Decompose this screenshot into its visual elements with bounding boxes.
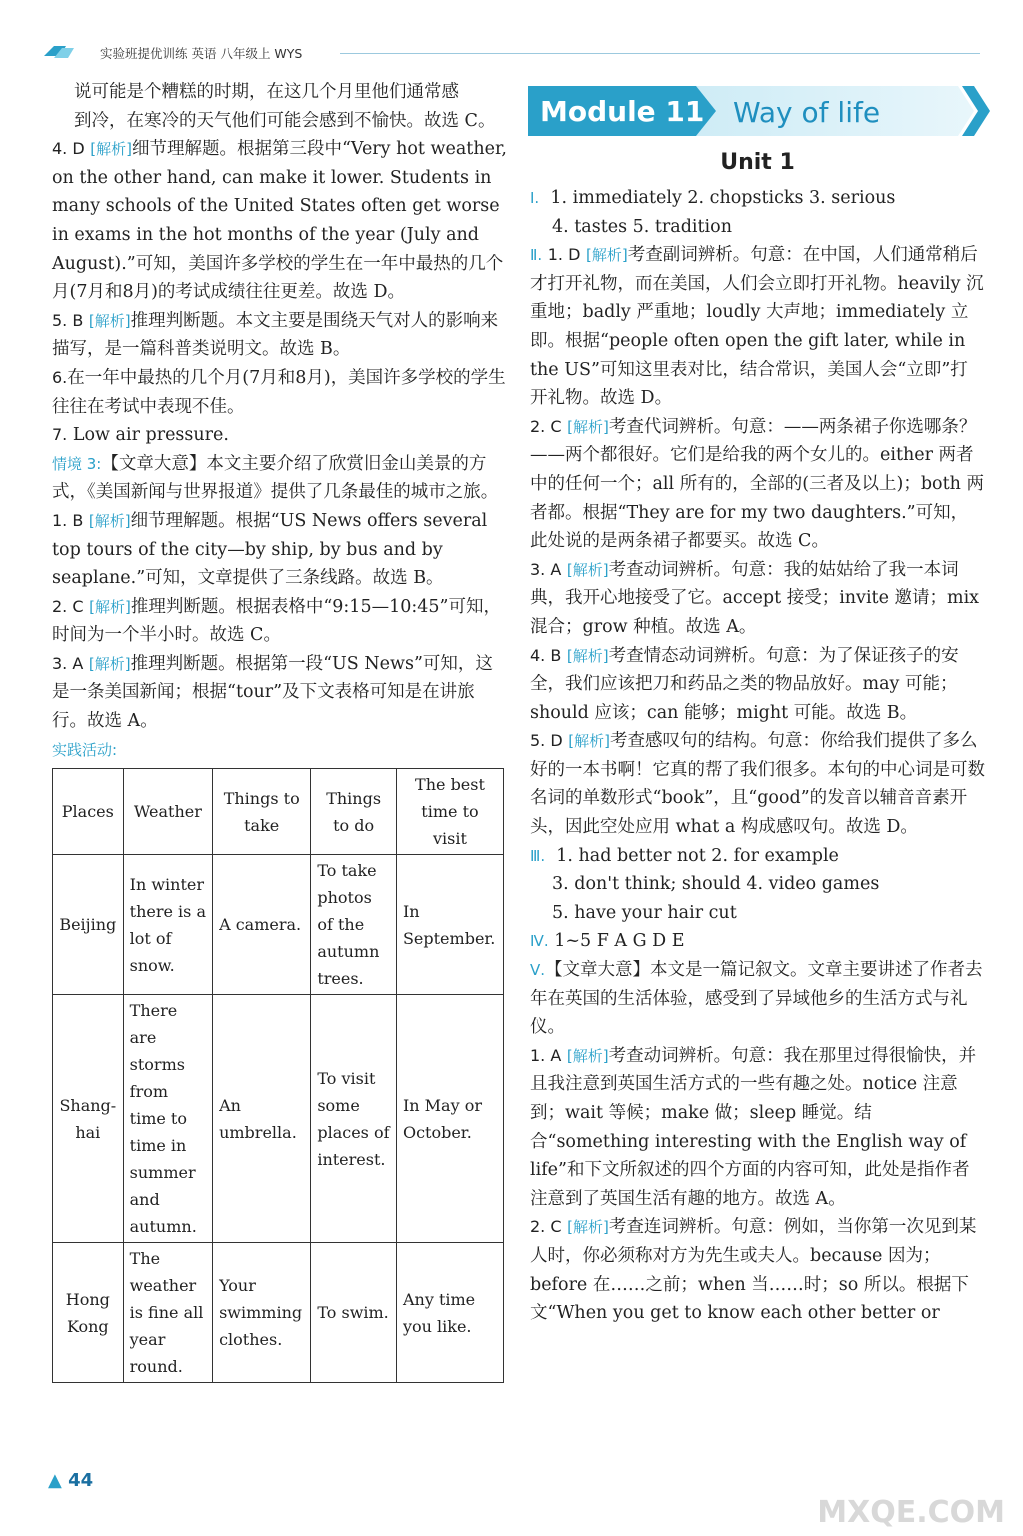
table-cell: There are storms from time to time in summer and autumn.	[123, 995, 212, 1243]
table-header-row	[53, 769, 504, 855]
table-cell: In September.	[396, 855, 503, 995]
table-cell: To take photos of the autumn trees.	[311, 855, 397, 995]
answer-item: 3. A [解析]考查动词辨析。句意：我的姑姑给了我一本词典，我开心地接受了它。accept 接受；invite 邀请；mix 混合；grow 种植。故选 A。	[530, 559, 980, 637]
answer-item: 5. D [解析]考查感叹句的结构。句意：你给我们提供了多么好的一本书啊！它真的帮了我们很多。本句的中心词是可数名词的单数形式“book”，且“good”的发音以辅音音素开头，因此空处应用 what a 构成感叹句。故选 D。	[530, 731, 985, 838]
watermark: MXQE.COM	[817, 1495, 1005, 1530]
table-cell: A camera.	[213, 855, 311, 995]
table-cell: Your swimming clothes.	[213, 1243, 311, 1383]
table-row	[53, 855, 504, 995]
practice-table	[52, 768, 504, 1383]
answer-item: 1. B [解析]细节理解题。根据“US News offers several top tours of the city—by ship, by bus and by seaplane.”可知，文章提供了三条线路。故选 B。	[52, 510, 488, 589]
table-cell: Any time you like.	[396, 1243, 503, 1383]
text-line: 到冷，在寒冷的天气他们可能会感到不愉快。故选 C。	[74, 110, 496, 131]
text-line: 说可能是个糟糕的时期，在这几个月里他们通常感	[74, 82, 459, 102]
answer-item: 1. A [解析]考查动词辨析。句意：我在那里过得很愉快，并且我注意到英国生活方式的一些有趣之处。notice 注意到；wait 等候；make 做；sleep 睡觉。结合“something interesting with the English way of life”和下文所叙述的四个方面的内容可知，此处是指作者注意到了英国生活有趣的地方。故选 A。	[530, 1045, 977, 1209]
scenario-intro: 情境 3:【文章大意】本文主要介绍了欣赏旧金山美景的方式，《美国新闻与世界报道》提供了几条最佳的城市之旅。	[52, 453, 499, 503]
answer-item: 2. C [解析]推理判断题。根据表格中“9:15—10:45”可知，时间为一个半小时。故选 C。	[52, 596, 501, 646]
answer-item: 7. Low air pressure.	[52, 425, 229, 446]
section-I-line2: 4. tastes 5. tradition	[552, 216, 732, 237]
section-III-line3: 5. have your hair cut	[552, 902, 737, 923]
section-III-line2: 3. don't think; should 4. video games	[552, 874, 880, 895]
table-header: Places	[53, 769, 124, 855]
table-row	[53, 995, 504, 1243]
right-column	[530, 184, 985, 1328]
section-III: Ⅲ. 1. had better not 2. for example	[530, 845, 839, 866]
answer-item: Ⅱ. 1. D [解析]考查副词辨析。句意：在中国，人们通常稍后才打开礼物，而在美国，人们会立即打开礼物。heavily 沉重地；badly 严重地；loudly 大声地；immediately 立即。根据“people often open the gift later, while in the US”可知这里表对比，结合常识，美国人会“立即”打开礼物。故选 D。	[530, 245, 984, 409]
table-row	[53, 1243, 504, 1383]
page-header	[40, 40, 980, 66]
table-header: The best time to visit	[396, 769, 503, 855]
header-title: 实验班提优训练 英语 八年级上 WYS	[100, 46, 303, 61]
answer-item: 4. B [解析]考查情态动词辨析。句意：为了保证孩子的安全，我们应该把刀和药品之类的物品放好。may 可能；should 应该；can 能够；might 可能。故选 B。	[530, 645, 959, 723]
table-cell: Hong Kong	[53, 1243, 124, 1383]
table-cell: The weather is fine all year round.	[123, 1243, 212, 1383]
left-column	[52, 78, 507, 1383]
module-topic: Way of life	[733, 96, 881, 129]
answer-item: 2. C [解析]考查连词辨析。句意：例如，当你第一次见到某人时，你必须称对方为先生或夫人。because 因为；before 在……之前；when 当……时；so 所以。根据下文“When you get to know each other better or	[530, 1217, 977, 1324]
section-I: Ⅰ. 1. immediately 2. chopsticks 3. serious	[530, 188, 896, 208]
table-cell: In May or October.	[396, 995, 503, 1243]
answer-item: 5. B [解析]推理判断题。本文主要是围绕天气对人的影响来描写，是一篇科普类说明文。故选 B。	[52, 310, 499, 360]
table-cell: An umbrella.	[213, 995, 311, 1243]
answer-item: 2. C [解析]考查代词辨析。句意：——两条裙子你选哪条？——两个都很好。它们是给我的两个女儿的。either 两者中的任何一个；all 所有的，全部的(三者及以上)；both 两者都。根据“They are for my two daughters.”可知，此处说的是两条裙子都要买。故选 C。	[530, 416, 984, 552]
section-V-intro: Ⅴ.【文章大意】本文是一篇记叙文。文章主要讲述了作者去年在英国的生活体验，感受到了异域他乡的生活方式与礼仪。	[530, 960, 983, 1038]
book-logo-icon	[40, 42, 80, 62]
answer-item: 3. A [解析]推理判断题。根据第一段“US News”可知，这是一条美国新闻；根据“tour”及下文表格可知是在讲旅行。故选 A。	[52, 653, 493, 732]
table-cell: Shang-hai	[53, 995, 124, 1243]
section-IV: Ⅳ. 1~5 F A G D E	[530, 931, 685, 952]
unit-title: Unit 1	[720, 150, 795, 175]
table-cell: Beijing	[53, 855, 124, 995]
table-header: Weather	[123, 769, 212, 855]
table-cell: To visit some places of interest.	[311, 995, 397, 1243]
header-rule	[340, 53, 980, 54]
table-cell: To swim.	[311, 1243, 397, 1383]
page-number: ▲ 44	[48, 1470, 94, 1491]
module-label: Module 11	[540, 95, 705, 128]
table-header: Things to do	[311, 769, 397, 855]
answer-item: 6.在一年中最热的几个月(7月和8月)，美国许多学校的学生往往在考试中表现不佳。	[52, 367, 506, 417]
answer-item: 4. D [解析]细节理解题。根据第三段中“Very hot weather, on the other hand, can make it lower. Students in many schools of the United States often get worse in exams in the hot months of the year (July and August).”可知，美国许多学校的学生在一年中最热的几个月(7月和8月)的考试成绩往往更差。故选 D。	[52, 139, 507, 303]
practice-label: 实践活动:	[52, 740, 118, 759]
table-header: Things to take	[213, 769, 311, 855]
page-arrow-icon: ▲	[48, 1470, 62, 1491]
table-cell: In winter there is a lot of snow.	[123, 855, 212, 995]
module-banner	[528, 82, 990, 140]
